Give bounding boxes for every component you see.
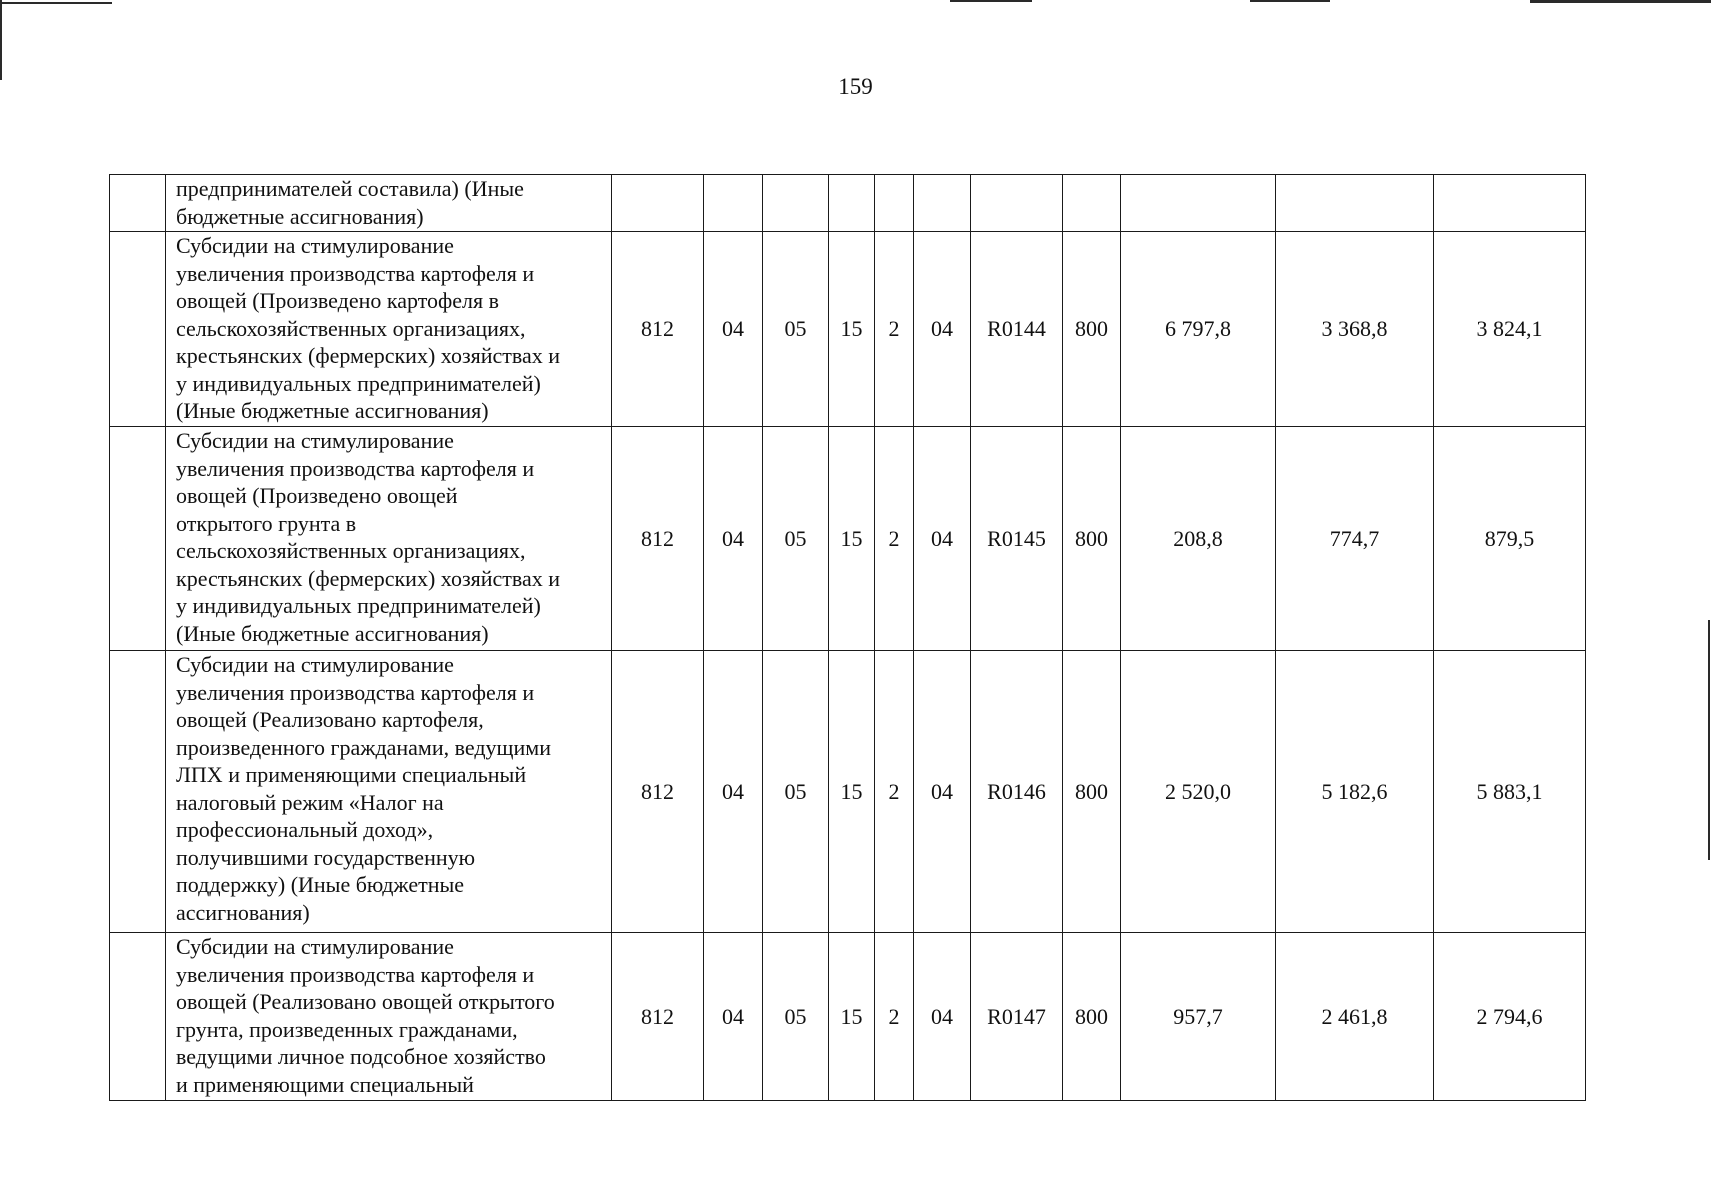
subprogram-code-cell: 2 [875, 651, 914, 933]
description-line: поддержку) (Иные бюджетные [176, 872, 465, 897]
amount-year-2-cell [1276, 175, 1434, 232]
program-code-cell: 15 [829, 427, 875, 651]
direction-code-cell: R0147 [971, 933, 1063, 1101]
program-code-cell: 15 [829, 933, 875, 1101]
amount-year-1-cell [1121, 175, 1276, 232]
description-line: увеличения производства картофеля и [176, 679, 535, 705]
expense-type-cell: 800 [1063, 651, 1121, 933]
table-row [110, 933, 1586, 1101]
description-line: Субсидии на стимулирование [176, 652, 454, 677]
description-line: сельскохозяйственных организациях, [176, 315, 526, 341]
table-body [110, 175, 1586, 1101]
row-number-cell [110, 427, 166, 651]
amount-year-2-cell: 774,7 [1276, 427, 1434, 651]
description-line: (Иные бюджетные ассигнования) [176, 620, 489, 646]
scan-artifact-line [1708, 620, 1710, 860]
description-line: Субсидии на стимулирование [176, 428, 454, 453]
expense-type-cell: 800 [1063, 427, 1121, 651]
section-code-cell: 04 [704, 232, 763, 427]
ministry-code-cell: 812 [612, 651, 704, 933]
description-cell [166, 175, 612, 232]
direction-code-cell: R0144 [971, 232, 1063, 427]
description-line: овощей (Произведено картофеля в [176, 288, 500, 313]
subsection-code-cell [763, 175, 829, 232]
description-line: открытого грунта в [176, 510, 357, 536]
description-line: ведущими личное подсобное хозяйство [176, 1044, 546, 1069]
description-line: предпринимателей составила) (Иные [176, 176, 524, 201]
amount-year-3-cell: 3 824,1 [1434, 232, 1586, 427]
description-line: (Иные бюджетные ассигнования) [176, 398, 489, 423]
event-code-cell: 04 [914, 933, 971, 1101]
subsection-code-cell: 05 [763, 232, 829, 427]
description-cell [166, 232, 612, 427]
ministry-code-cell [612, 175, 704, 232]
description-line: крестьянских (фермерских) хозяйствах и [176, 343, 561, 368]
subsection-code-cell: 05 [763, 427, 829, 651]
description-line: овощей (Реализовано овощей открытого [176, 989, 555, 1014]
amount-year-3-cell: 5 883,1 [1434, 651, 1586, 933]
row-number-cell [110, 232, 166, 427]
amount-year-2-cell: 5 182,6 [1276, 651, 1434, 933]
scan-artifact-line [950, 0, 1032, 2]
direction-code-cell: R0145 [971, 427, 1063, 651]
table-row [110, 427, 1586, 651]
description-line: и применяющими специальный [176, 1071, 474, 1097]
table-row [110, 651, 1586, 933]
subprogram-code-cell: 2 [875, 232, 914, 427]
program-code-cell: 15 [829, 651, 875, 933]
amount-year-1-cell: 208,8 [1121, 427, 1276, 651]
ministry-code-cell: 812 [612, 933, 704, 1101]
description-line: ассигнования) [176, 899, 310, 925]
description-cell [166, 427, 612, 651]
amount-year-2-cell: 3 368,8 [1276, 232, 1434, 427]
event-code-cell [914, 175, 971, 232]
amount-year-2-cell: 2 461,8 [1276, 933, 1434, 1101]
event-code-cell: 04 [914, 651, 971, 933]
description-line: произведенного гражданами, ведущими [176, 734, 551, 760]
description-line: получившими государственную [176, 844, 476, 870]
page-number: 159 [838, 74, 873, 99]
ministry-code-cell: 812 [612, 427, 704, 651]
description-line: ЛПХ и применяющими специальный [176, 762, 527, 787]
amount-year-1-cell: 957,7 [1121, 933, 1276, 1101]
description-line: увеличения производства картофеля и [176, 961, 535, 987]
section-code-cell [704, 175, 763, 232]
row-number-cell [110, 933, 166, 1101]
amount-year-1-cell: 6 797,8 [1121, 232, 1276, 427]
scan-artifact-line [0, 0, 2, 80]
direction-code-cell [971, 175, 1063, 232]
description-line: профессиональный доход», [176, 817, 434, 842]
description-cell [166, 651, 612, 933]
subprogram-code-cell: 2 [875, 933, 914, 1101]
description-line: сельскохозяйственных организациях, [176, 538, 526, 563]
description-line: овощей (Произведено овощей [176, 483, 458, 508]
budget-table [109, 174, 1586, 1101]
description-line: Субсидии на стимулирование [176, 934, 454, 959]
amount-year-3-cell: 2 794,6 [1434, 933, 1586, 1101]
expense-type-cell [1063, 175, 1121, 232]
description-line: крестьянских (фермерских) хозяйствах и [176, 565, 561, 591]
event-code-cell: 04 [914, 427, 971, 651]
subprogram-code-cell: 2 [875, 427, 914, 651]
scan-artifact-line [0, 2, 112, 4]
scan-artifact-line [1250, 0, 1330, 2]
amount-year-3-cell [1434, 175, 1586, 232]
description-line: увеличения производства картофеля и [176, 260, 535, 286]
description-line: овощей (Реализовано картофеля, [176, 707, 484, 732]
expense-type-cell: 800 [1063, 232, 1121, 427]
expense-type-cell: 800 [1063, 933, 1121, 1101]
table-row [110, 175, 1586, 232]
ministry-code-cell: 812 [612, 232, 704, 427]
row-number-cell [110, 175, 166, 232]
subprogram-code-cell [875, 175, 914, 232]
program-code-cell: 15 [829, 232, 875, 427]
description-cell [166, 933, 612, 1101]
event-code-cell: 04 [914, 232, 971, 427]
description-line: налоговый режим «Налог на [176, 789, 444, 815]
subsection-code-cell: 05 [763, 933, 829, 1101]
description-line: Субсидии на стимулирование [176, 233, 454, 258]
section-code-cell: 04 [704, 427, 763, 651]
subsection-code-cell: 05 [763, 651, 829, 933]
description-line: у индивидуальных предпринимателей) [176, 593, 541, 618]
program-code-cell [829, 175, 875, 232]
row-number-cell [110, 651, 166, 933]
amount-year-3-cell: 879,5 [1434, 427, 1586, 651]
table-row [110, 232, 1586, 427]
scan-artifact-line [1530, 0, 1711, 3]
description-line: увеличения производства картофеля и [176, 455, 535, 481]
description-line: грунта, произведенных гражданами, [176, 1016, 518, 1042]
description-line: у индивидуальных предпринимателей) [176, 370, 541, 396]
amount-year-1-cell: 2 520,0 [1121, 651, 1276, 933]
section-code-cell: 04 [704, 933, 763, 1101]
description-line: бюджетные ассигнования) [176, 203, 424, 229]
section-code-cell: 04 [704, 651, 763, 933]
direction-code-cell: R0146 [971, 651, 1063, 933]
